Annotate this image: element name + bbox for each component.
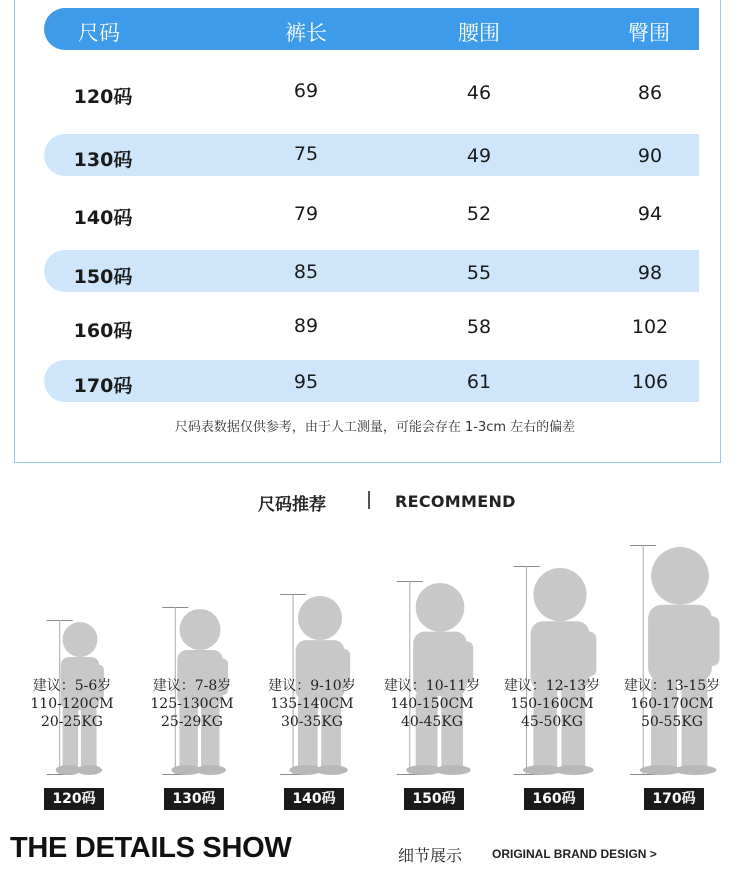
row-length: 69	[293, 80, 319, 102]
header-waist: 腰围	[458, 21, 500, 45]
child-recommend-text	[612, 677, 732, 731]
child-silhouette-icon	[492, 566, 612, 775]
child-weight: 25-29KG	[160, 714, 223, 730]
child-weight: 30-35KG	[280, 714, 343, 730]
row-hip: 94	[637, 203, 663, 225]
row-waist: 55	[466, 262, 492, 284]
child-advice: 建议：5-6岁	[32, 678, 112, 694]
child-recommend-text	[12, 677, 132, 731]
child-weight: 45-50KG	[520, 714, 583, 730]
child-size-tag: 130码	[164, 788, 224, 810]
details-link[interactable]: ORIGINAL BRAND DESIGN >	[492, 847, 657, 861]
child-size-tag: 160码	[524, 788, 584, 810]
child-height: 135-140CM	[270, 696, 354, 712]
recommend-title-cn: 尺码推荐	[258, 495, 326, 515]
child-weight: 40-45KG	[400, 714, 463, 730]
row-length: 95	[293, 371, 319, 393]
size-table-note: 尺码表数据仅供参考，由于人工测量，可能会存在 1-3cm 左右的偏差	[174, 420, 576, 435]
row-waist: 52	[466, 203, 492, 225]
child-card	[372, 581, 492, 775]
row-length: 85	[293, 261, 319, 283]
row-waist: 49	[466, 145, 492, 167]
row-stripe	[44, 250, 699, 292]
row-size: 160码	[73, 320, 133, 342]
row-waist: 58	[466, 316, 492, 338]
child-weight: 20-25KG	[40, 714, 103, 730]
row-size: 150码	[73, 266, 133, 288]
row-size: 120码	[73, 86, 133, 108]
child-card	[252, 594, 372, 775]
child-size-tag: 140码	[284, 788, 344, 810]
row-hip: 90	[637, 145, 663, 167]
child-recommend-text	[252, 677, 372, 731]
row-length: 79	[293, 203, 319, 225]
row-size: 130码	[73, 149, 133, 171]
header-size: 尺码	[78, 21, 120, 45]
row-hip: 106	[631, 371, 669, 393]
child-size-tag: 170码	[644, 788, 704, 810]
child-height: 110-120CM	[30, 696, 114, 712]
child-height: 140-150CM	[390, 696, 474, 712]
row-stripe	[44, 134, 699, 176]
row-stripe	[44, 360, 699, 402]
child-advice: 建议：13-15岁	[623, 678, 721, 694]
header-length: 裤长	[285, 21, 327, 45]
child-size-tag: 120码	[44, 788, 104, 810]
child-advice: 建议：10-11岁	[383, 678, 481, 694]
row-hip: 86	[637, 82, 663, 104]
child-advice: 建议：12-13岁	[503, 678, 601, 694]
child-height: 125-130CM	[150, 696, 234, 712]
child-recommend-text	[492, 677, 612, 731]
child-card	[612, 545, 732, 775]
child-size-tag: 150码	[404, 788, 464, 810]
recommend-divider	[368, 491, 370, 509]
size-table-header	[44, 8, 699, 50]
child-weight: 50-55KG	[640, 714, 703, 730]
row-size: 140码	[73, 207, 133, 229]
child-recommend-text	[372, 677, 492, 731]
child-advice: 建议：9-10岁	[268, 678, 356, 694]
row-size: 170码	[73, 375, 133, 397]
row-hip: 102	[631, 316, 669, 338]
child-height: 150-160CM	[510, 696, 594, 712]
row-hip: 98	[637, 262, 663, 284]
recommend-title-en: RECOMMEND	[395, 492, 516, 511]
child-card	[492, 566, 612, 775]
header-hip: 臀围	[628, 21, 670, 45]
child-card	[12, 620, 132, 775]
child-advice: 建议：7-8岁	[152, 678, 232, 694]
details-subtitle-cn: 细节展示	[398, 846, 463, 865]
child-card	[132, 607, 252, 775]
row-waist: 46	[466, 82, 492, 104]
child-height: 160-170CM	[630, 696, 714, 712]
details-title: THE DETAILS SHOW	[10, 832, 292, 864]
child-recommend-text	[132, 677, 252, 731]
row-length: 89	[293, 315, 319, 337]
child-silhouette-icon	[612, 545, 732, 775]
row-length: 75	[293, 143, 319, 165]
row-waist: 61	[466, 371, 492, 393]
